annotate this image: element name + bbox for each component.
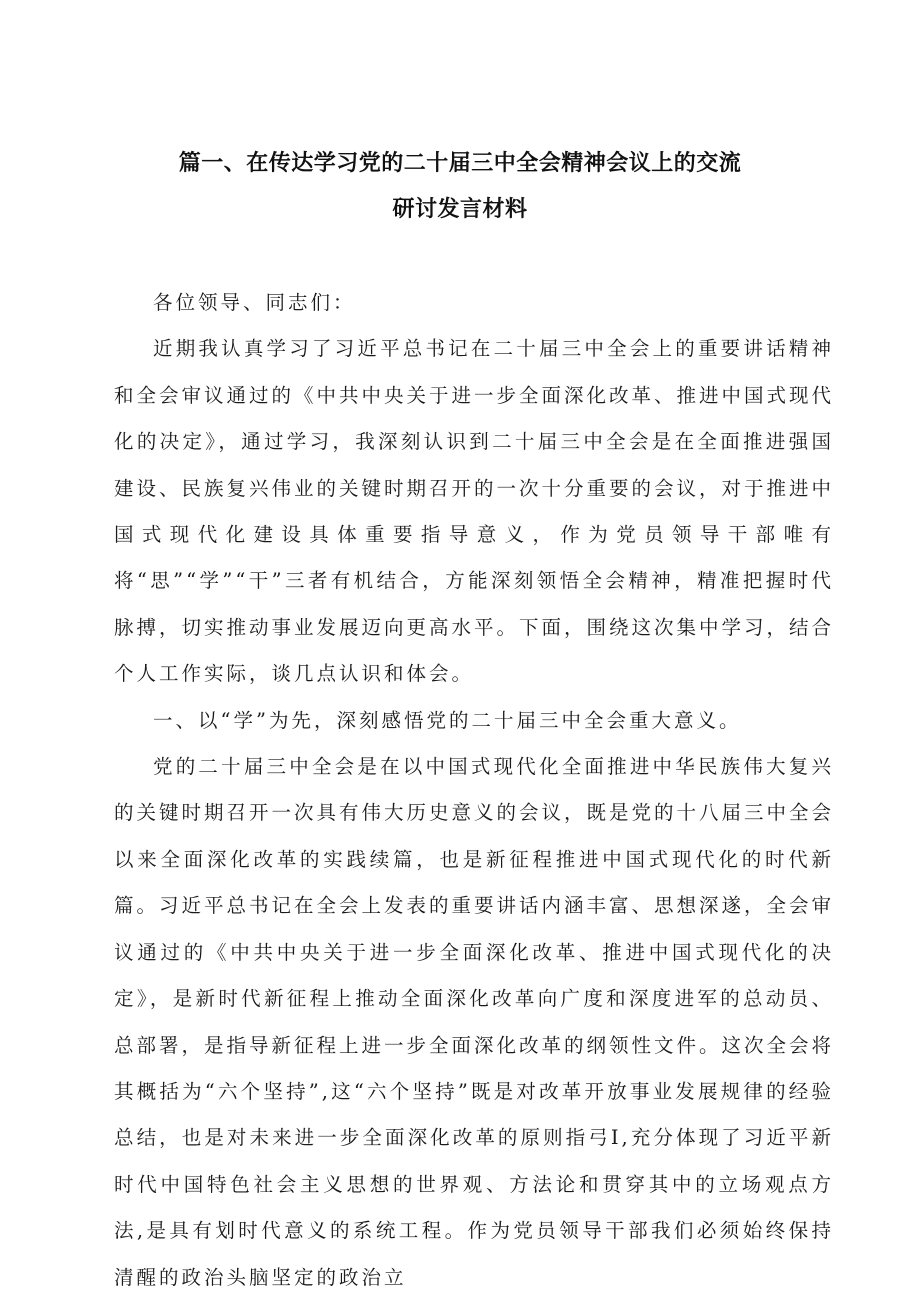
body-paragraph: 党的二十届三中全会是在以中国式现代化全面推进中华民族伟大复兴的关键时期召开一次具有伟大历史意义的会议，既是党的十八届三中全会以来全面深化改革的实践续篇，也是新征程推进中国式现代化的时代新篇。习近平总书记在全会上发表的重要讲话内涵丰富、思想深遂，全会审议通过的《中共中央关于进一步全面深化改革、推进中国式现代化的决定》，是新时代新征程上推动全面深化改革向广度和深度进军的总动员、总部署，是指导新征程上进一步全面深化改革的纲领性文件。这次全会将其概括为“六个坚持”,这“六个坚持”既是对改革开放事业发展规律的经验总结，也是对未来进一步全面深化改革的原则指弓I,充分体现了习近平新时代中国特色社会主义思想的世界观、方法论和贯穿其中的立场观点方法,是具有划时代意义的系统工程。作为党员领导干部我们必须始终保持清醒的政治头脑坚定的政治立 <box>114 755 835 1289</box>
section-heading-paragraph: 一、以“学”为先，深刻感悟党的二十届三中全会重大意义。 <box>153 708 742 732</box>
salutation-paragraph: 各位领导、同志们： <box>153 291 356 314</box>
document-body <box>114 280 834 1301</box>
document-title-line-2: 研讨发言材料 <box>392 197 528 222</box>
document-title-line-1: 篇一、在传达学习党的二十届三中全会精神会议上的交流 <box>178 151 742 176</box>
body-paragraph: 近期我认真学习了习近平总书记在二十届三中全会上的重要讲话精神和全会审议通过的《中共中央关于进一步全面深化改革、推进中国式现代化的决定》，通过学习，我深刻认识到二十届三中全会是在全面推进强国建设、民族复兴伟业的关键时期召开的一次十分重要的会议，对于推进中国式现代化建设具体重要指导意义，作为党员领导干部唯有将“思”“学”“干”三者有机结合，方能深刻领悟全会精神，精准把握时代脉搏，切实推动事业发展迈向更高水平。下面，围绕这次集中学习，结合个人工作实际，谈几点认识和体会。 <box>114 337 835 686</box>
